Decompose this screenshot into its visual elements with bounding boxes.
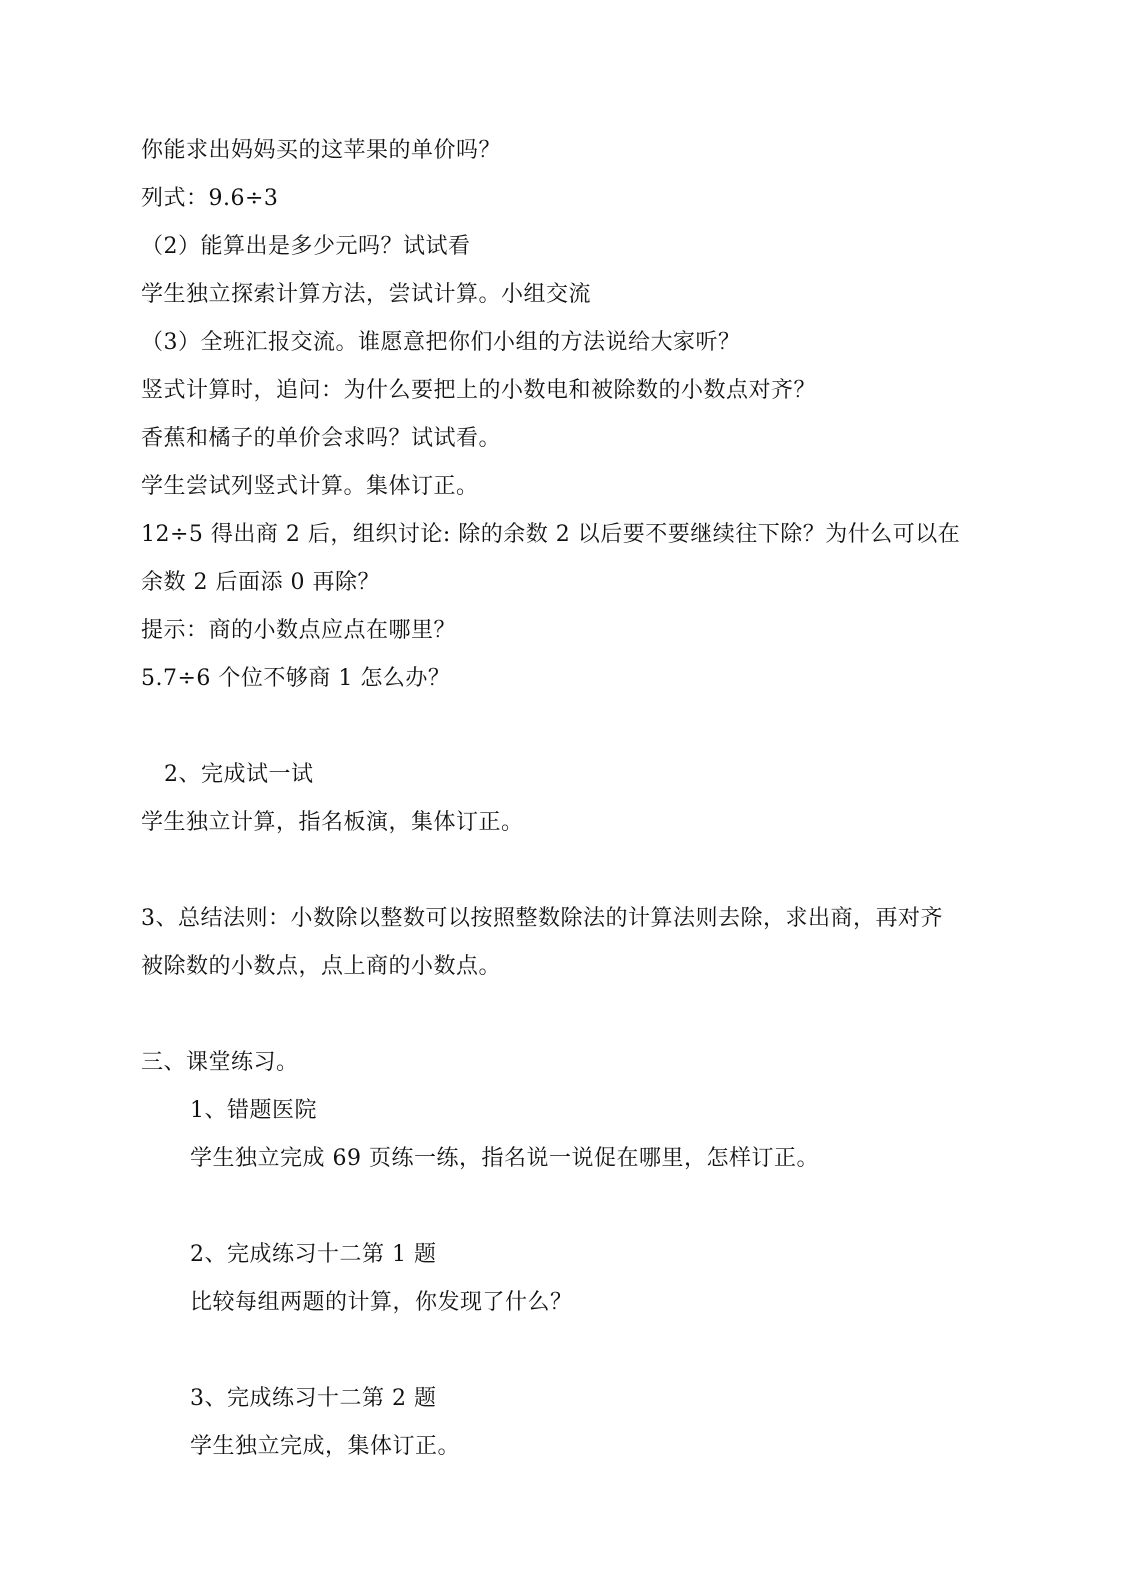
text-line: 竖式计算时，追问：为什么要把上的小数电和被除数的小数点对齐？ — [141, 378, 817, 403]
section-heading: 2、完成练习十二第 1 题 — [190, 1242, 437, 1267]
text-line: （3）全班汇报交流。谁愿意把你们小组的方法说给大家听？ — [141, 330, 741, 355]
text-line: 学生独立完成，集体订正。 — [190, 1434, 461, 1459]
section-heading: 2、完成试一试 — [164, 762, 314, 787]
text-line: 余数 2 后面添 0 再除？ — [141, 570, 380, 595]
text-line: 3、总结法则：小数除以整数可以按照整数除法的计算法则去除，求出商，再对齐 — [141, 906, 943, 931]
text-line: 你能求出妈妈买的这苹果的单价吗？ — [141, 138, 502, 163]
text-line: （2）能算出是多少元吗？试试看 — [141, 234, 471, 259]
section-heading: 三、课堂练习。 — [141, 1050, 299, 1075]
section-heading: 1、错题医院 — [190, 1098, 317, 1123]
text-line: 被除数的小数点，点上商的小数点。 — [141, 954, 502, 979]
section-heading: 3、完成练习十二第 2 题 — [190, 1386, 437, 1411]
text-line: 学生尝试列竖式计算。集体订正。 — [141, 474, 479, 499]
text-line: 提示：商的小数点应点在哪里？ — [141, 618, 457, 643]
text-line: 学生独立计算，指名板演，集体订正。 — [141, 810, 524, 835]
text-line: 5.7÷6 个位不够商 1 怎么办？ — [141, 666, 451, 691]
text-line: 12÷5 得出商 2 后，组织讨论: 除的余数 2 以后要不要继续往下除？为什么可以在 — [141, 522, 961, 547]
text-line: 学生独立探索计算方法，尝试计算。小组交流 — [141, 282, 592, 307]
text-line: 香蕉和橘子的单价会求吗？试试看。 — [141, 426, 502, 451]
text-line: 比较每组两题的计算，你发现了什么？ — [190, 1290, 573, 1315]
text-line: 学生独立完成 69 页练一练，指名说一说促在哪里，怎样订正。 — [190, 1146, 819, 1171]
text-line: 列式：9.6÷3 — [141, 186, 279, 211]
